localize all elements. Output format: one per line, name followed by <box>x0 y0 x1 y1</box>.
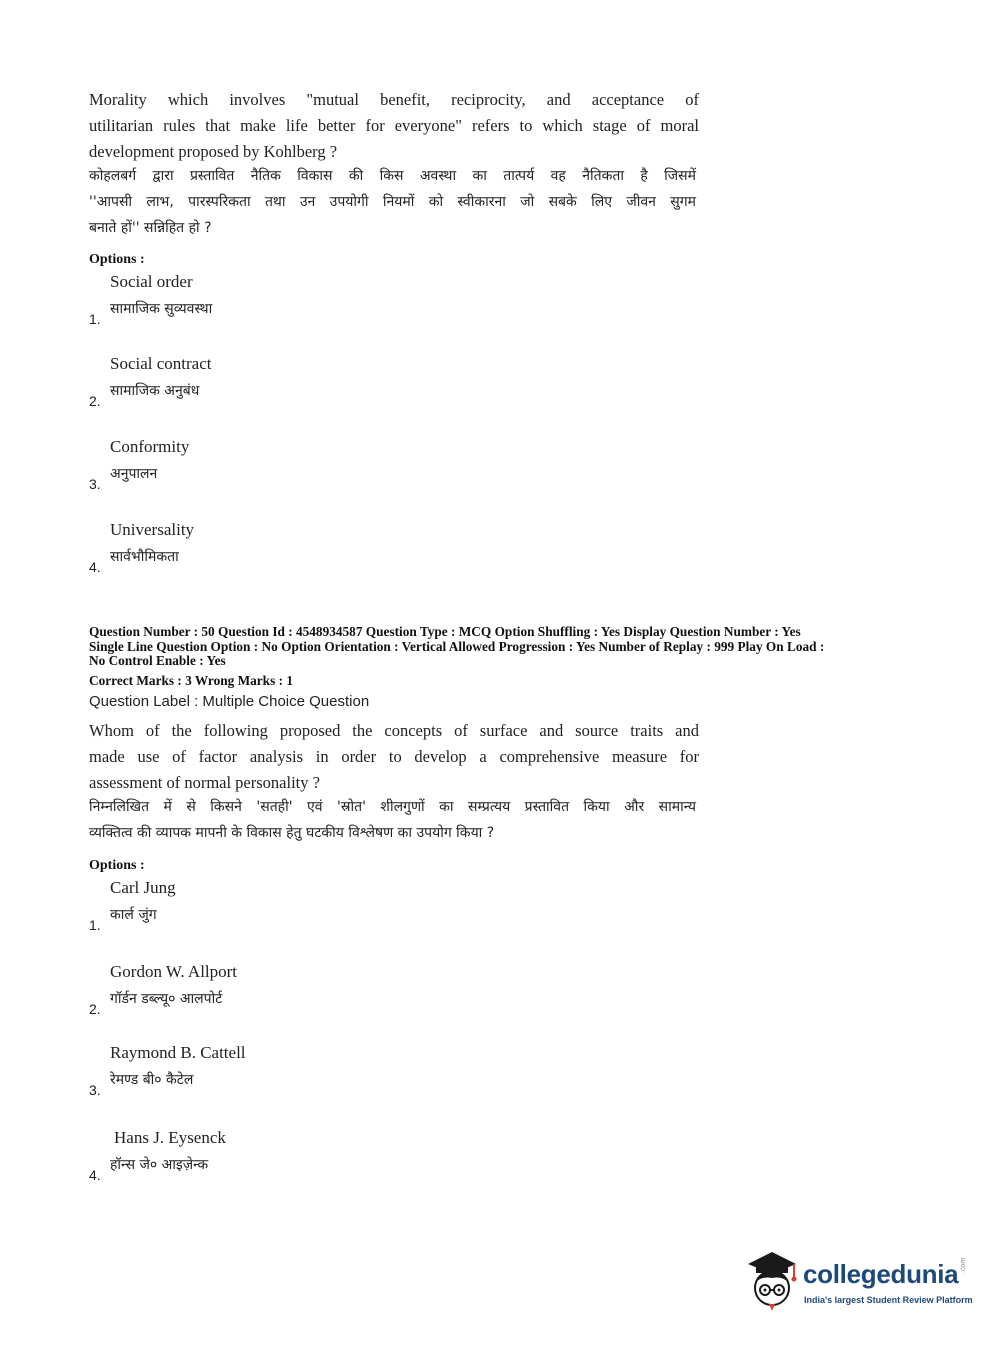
q50-english-line: assessment of normal personality ? <box>89 773 320 792</box>
q50-hindi-line: व्यक्तित्व की व्यापक मापनी के विकास हेतु घटकीय विश्लेषण का उपयोग किया ? <box>89 825 495 841</box>
q50-english-line: made use of factor analysis in order to develop a comprehensive measure for <box>89 747 699 766</box>
q50-option-2[interactable] <box>89 962 489 1032</box>
option-english: Social contract <box>110 354 212 373</box>
logo-brand-text: collegedunia <box>803 1259 959 1289</box>
option-english: Conformity <box>110 437 190 456</box>
mascot-icon <box>742 1250 802 1312</box>
option-english: Hans J. Eysenck <box>114 1128 226 1147</box>
collegedunia-logo[interactable] <box>742 1250 972 1312</box>
q50-option-1[interactable] <box>89 878 489 948</box>
q49-option-2[interactable] <box>89 354 489 424</box>
option-number: 4. <box>89 559 101 575</box>
q50-marks: Correct Marks : 3 Wrong Marks : 1 <box>89 673 293 688</box>
q50-meta-line: Single Line Question Option : No Option Orientation : Vertical Allowed Progression : Yes Number of Replay : 999 Play On Load : <box>89 638 825 654</box>
q50-hindi-line: निम्नलिखित में से किसने 'सतही' एवं 'स्रोत' शीलगुणों का सम्प्रत्यय प्रस्तावित किया और सामान्य <box>89 799 696 815</box>
option-english: Gordon W. Allport <box>110 962 238 981</box>
option-hindi: सामाजिक सुव्यवस्था <box>110 301 213 317</box>
q49-hindi-line: बनाते हों'' सन्निहित हो ? <box>89 220 212 236</box>
option-english: Raymond B. Cattell <box>110 1043 246 1062</box>
q49-option-3[interactable] <box>89 437 489 507</box>
option-hindi: हॉन्स जे० आइज़ेन्क <box>110 1157 209 1173</box>
option-hindi: अनुपालन <box>110 466 158 482</box>
option-number: 3. <box>89 476 101 492</box>
option-number: 2. <box>89 393 101 409</box>
q49-option-4[interactable] <box>89 520 489 590</box>
option-english: Universality <box>110 520 195 539</box>
option-english: Carl Jung <box>110 878 176 897</box>
q49-english-line: utilitarian rules that make life better for everyone" refers to which stage of moral <box>89 116 699 135</box>
q50-english-text <box>89 718 699 796</box>
option-hindi: रेमण्ड बी० कैटेल <box>110 1072 194 1088</box>
option-number: 2. <box>89 1001 101 1017</box>
q50-question-label: Question Label : Multiple Choice Question <box>89 693 370 710</box>
q50-hindi-text <box>89 794 696 846</box>
option-number: 3. <box>89 1082 101 1098</box>
option-number: 4. <box>89 1167 101 1183</box>
q49-hindi-line: ''आपसी लाभ, पारस्परिकता तथा उन उपयोगी नियमों को स्वीकारना जो सबके लिए जीवन सुगम <box>89 194 696 210</box>
option-hindi: सामाजिक अनुबंध <box>110 383 200 399</box>
option-number: 1. <box>89 311 101 327</box>
q49-english-text <box>89 87 699 165</box>
q49-hindi-line: कोहलबर्ग द्वारा प्रस्तावित नैतिक विकास की किस अवस्था का तात्पर्य वह नैतिकता है जिसमें <box>89 168 696 184</box>
q50-options-label: Options : <box>89 858 145 873</box>
q49-english-line: development proposed by Kohlberg ? <box>89 142 338 161</box>
q49-options-label: Options : <box>89 252 145 267</box>
logo-domain-suffix: .com <box>960 1257 967 1273</box>
option-number: 1. <box>89 917 101 933</box>
option-hindi: गॉर्डन डब्ल्यू० आलपोर्ट <box>110 991 223 1007</box>
q50-english-line: Whom of the following proposed the concepts of surface and source traits and <box>89 721 699 740</box>
q50-meta-line: No Control Enable : Yes <box>89 653 226 668</box>
q50-option-4[interactable] <box>89 1128 489 1198</box>
q49-english-line: Morality which involves "mutual benefit, reciprocity, and acceptance of <box>89 90 699 109</box>
q49-option-1[interactable] <box>89 272 489 342</box>
option-hindi: कार्ल जुंग <box>110 907 157 923</box>
option-english: Social order <box>110 272 193 291</box>
logo-tagline: India's largest Student Review Platform <box>804 1295 973 1305</box>
option-hindi: सार्वभौमिकता <box>110 549 179 565</box>
q50-meta-line: Question Number : 50 Question Id : 4548934587 Question Type : MCQ Option Shuffling : Yes Display Question Number : Yes <box>89 624 801 639</box>
q49-hindi-text <box>89 163 696 241</box>
q50-option-3[interactable] <box>89 1043 489 1113</box>
q50-metadata <box>89 625 919 669</box>
